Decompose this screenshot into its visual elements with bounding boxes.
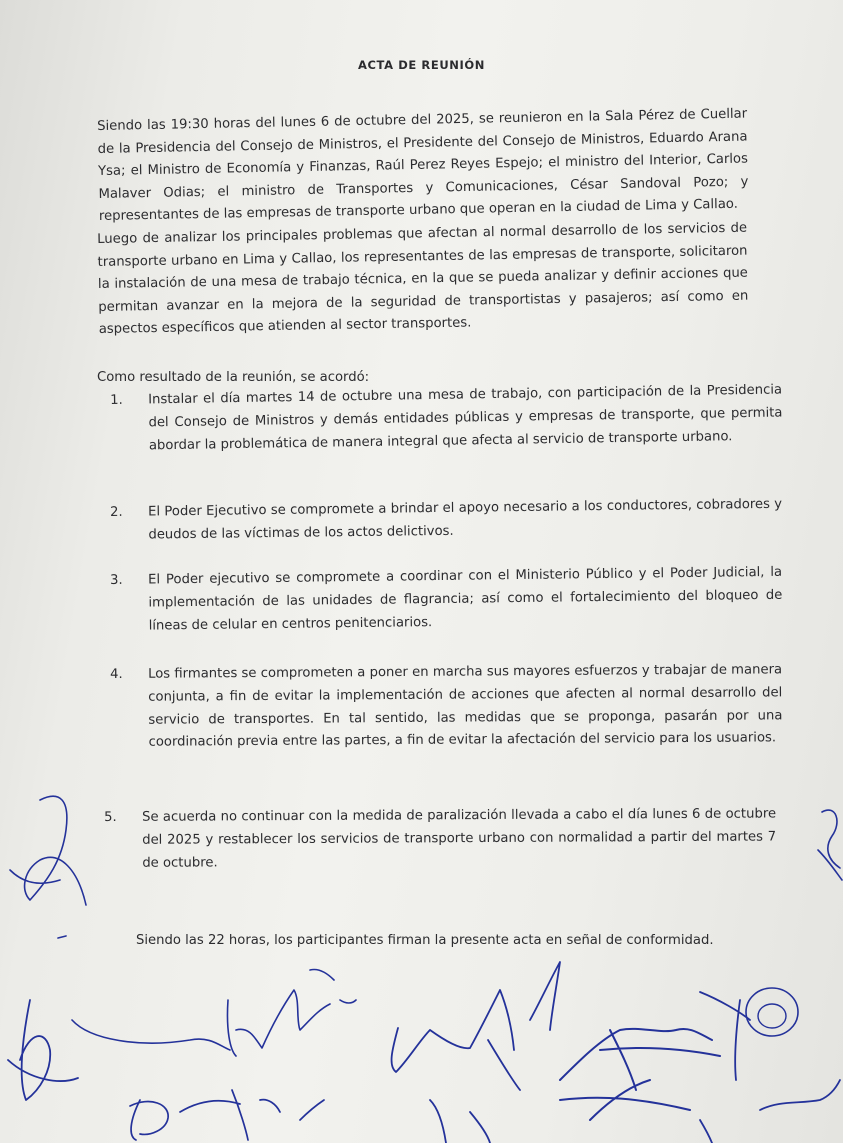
margin-signature-left	[10, 796, 86, 938]
agreement-text: El Poder Ejecutivo se compromete a brindar el apoyo necesario a los conductores, cobradores y deudos de las víctimas de los actos delictivos.	[148, 496, 783, 543]
context-paragraph: Luego de analizar los principales problemas que afectan al normal desarrollo de los servicios de transporte urbano en Lima y Callao, los representantes de las empresas de transporte, solicitaron la instalación de una mesa de trabajo técnica, en la que se pueda analizar y definir acciones que permitan avanzar en la mejora de la seguridad de transportistas y pasajeros; así como en aspectos específicos que atienden al sector transportes.	[97, 220, 749, 338]
agreement-item	[110, 659, 783, 755]
agreement-number: 4.	[110, 666, 123, 682]
agreement-item	[104, 803, 776, 875]
signature-8	[430, 1080, 840, 1143]
agreement-number: 2.	[110, 504, 123, 520]
closing-statement: Siendo las 22 horas, los participantes firman la presente acta en señal de conformidad.	[136, 933, 714, 948]
signature-2	[72, 969, 356, 1056]
agreement-text: El Poder ejecutivo se compromete a coordinar con el Ministerio Público y el Poder Judicial, la implementación de las unidades de flagrancia; así como el fortalecimiento del bloqueo de líneas de celular en centros penitenciarios.	[148, 564, 783, 634]
opening-paragraph: Siendo las 19:30 horas del lunes 6 de octubre del 2025, se reunieron en la Sala Pérez de Cuellar de la Presidencia del Consejo de Ministros, el Presidente del Consejo de Ministros, Eduardo Arana Ysa; el Ministro de Economía y Finanzas, Raúl Perez Reyes Espejo; el ministro del Interior, Carlos Malaver Odias; el ministro de Transportes y Comunicaciones, César Sandoval Pozo; y representantes de las empresas de transporte urbano que operan en la ciudad de Lima y Callao.	[97, 106, 749, 225]
agreement-number: 5.	[104, 809, 117, 825]
agreement-text: Instalar el día martes 14 de octubre una mesa de trabajo, con participación de la Presidencia del Consejo de Ministros y demás entidades públicas y empresas de transporte, que permita abordar la problemática de manera integral que afecta al servicio de transporte urbano.	[148, 382, 783, 453]
agreement-number: 3.	[110, 572, 123, 588]
agreement-item	[110, 494, 783, 548]
agreement-number: 1.	[110, 392, 123, 408]
agreement-item	[110, 379, 783, 458]
signature-7-loop	[746, 988, 798, 1036]
agreement-text: Se acuerda no continuar con la medida de paralización llevada a cabo el día lunes 6 de octubre del 2025 y restablecer los servicios de transporte urbano con normalidad a partir del martes 7 de octubre.	[142, 806, 777, 871]
document-title: ACTA DE REUNIÓN	[358, 58, 485, 72]
agreement-item	[110, 562, 783, 639]
signature-7-inner	[758, 1004, 786, 1028]
agreements-intro: Como resultado de la reunión, se acordó:	[97, 370, 370, 385]
agreement-text: Los firmantes se comprometen a poner en marcha sus mayores esfuerzos y trabajar de manera conjunta, a fin de evitar la implementación de acciones que afecten al normal desarrollo del servicio de transportes. En tal sentido, las medidas que se proponga, pasarán por una coordinación previa entre las partes, a fin de evitar la afectación del servicio para los usuarios.	[148, 662, 783, 751]
signature-5	[560, 1029, 720, 1120]
signature-3	[130, 1090, 324, 1140]
signature-1	[8, 1000, 78, 1100]
signature-4	[392, 962, 560, 1090]
signature-6	[700, 992, 750, 1080]
margin-signature-right	[818, 810, 842, 880]
